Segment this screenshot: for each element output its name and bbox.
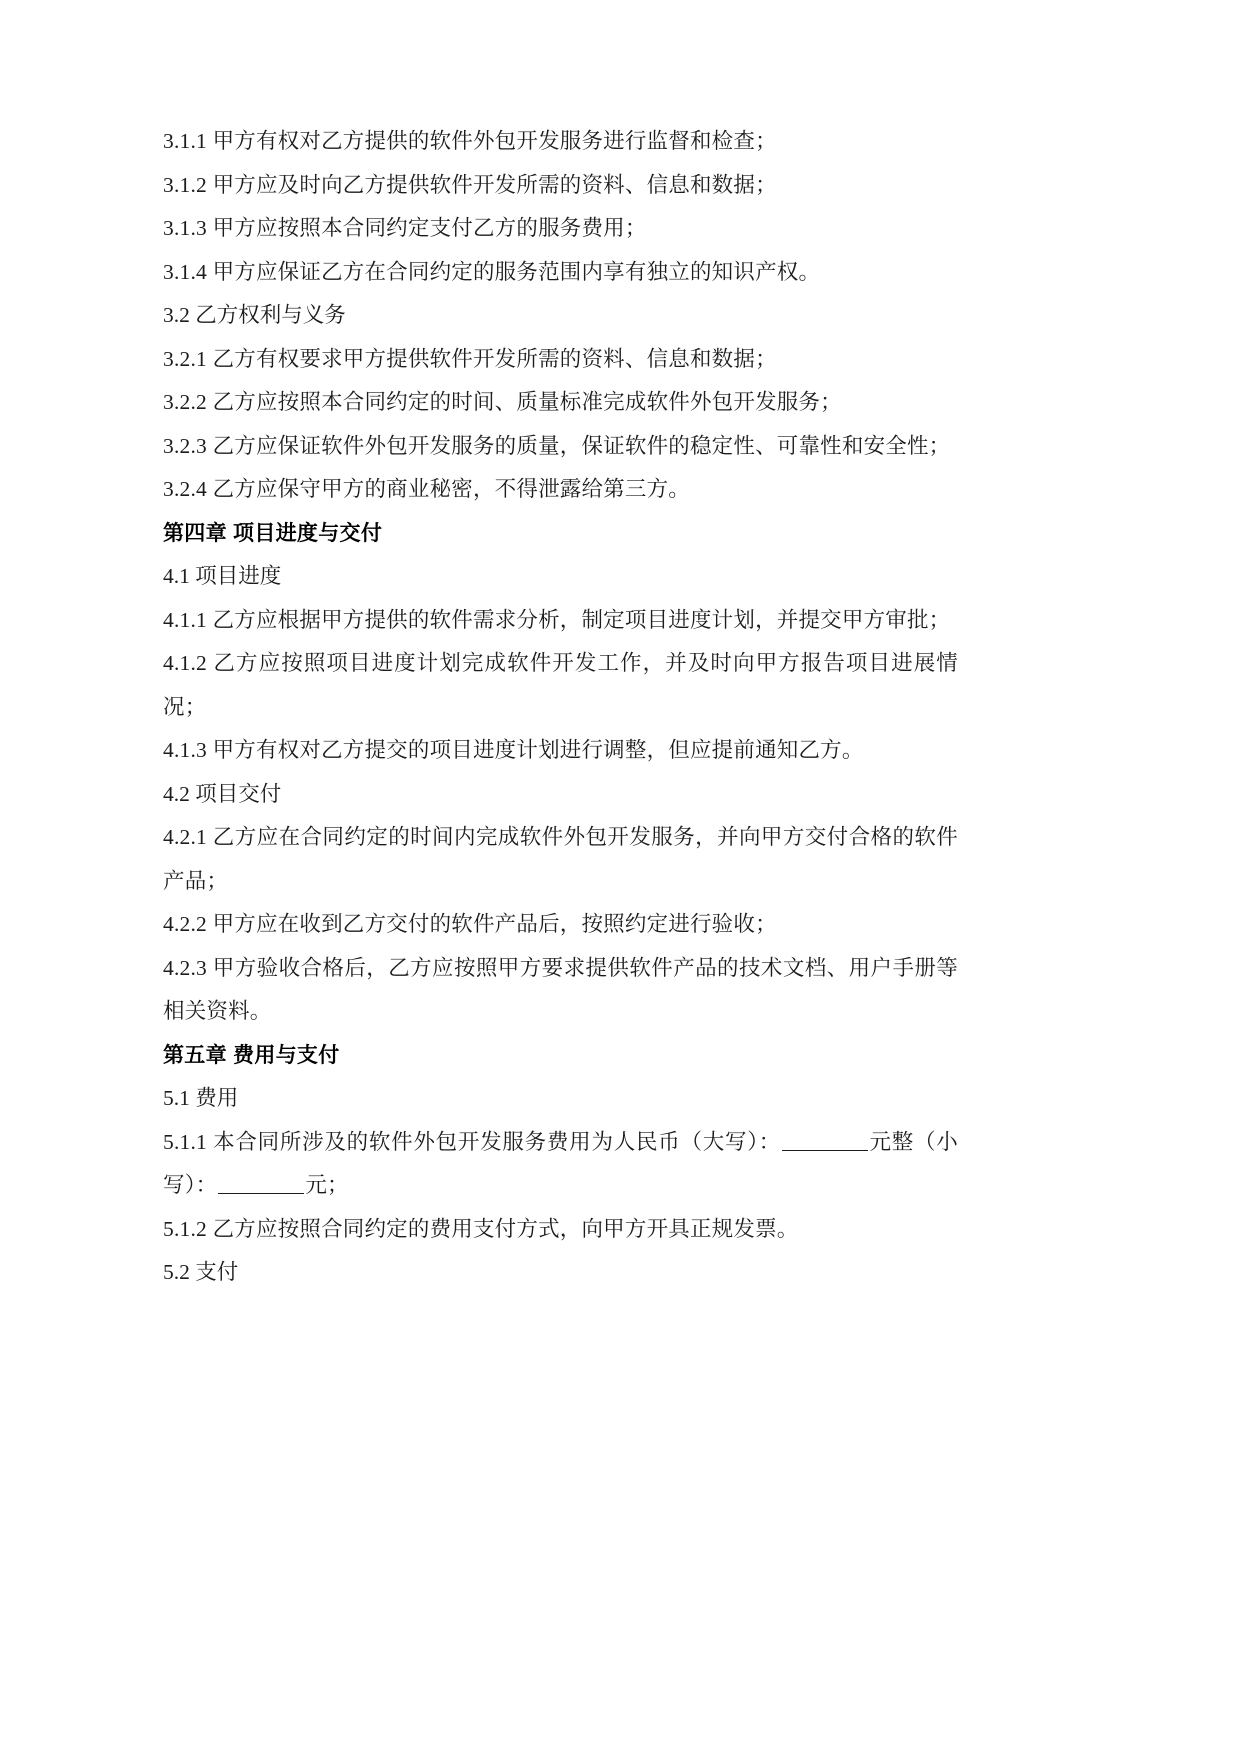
clause-4-2-3: 4.2.3 甲方验收合格后，乙方应按照甲方要求提供软件产品的技术文档、用户手册等相关资料。	[163, 955, 958, 1023]
subheading-4-2: 4.2 项目交付	[163, 781, 282, 806]
clause-3-2-4: 3.2.4 乙方应保守甲方的商业秘密，不得泄露给第三方。	[163, 477, 690, 501]
clause-4-2-2: 4.2.2 甲方应在收到乙方交付的软件产品后，按照约定进行验收；	[163, 912, 777, 936]
subheading-5-2: 5.2 支付	[163, 1260, 239, 1284]
clause-3-1-4: 3.1.4 甲方应保证乙方在合同约定的服务范围内享有独立的知识产权。	[163, 259, 821, 284]
fill-in-blank[interactable]	[782, 1128, 868, 1151]
clause-text-segment: 5.1.1 本合同所涉及的软件外包开发服务费用为人民币（大写）：	[163, 1129, 781, 1154]
clause-5-1-2: 5.1.2 乙方应按照合同约定的费用支付方式，向甲方开具正规发票。	[163, 1216, 799, 1241]
clause-3-2-2: 3.2.2 乙方应按照本合同约定的时间、质量标准完成软件外包开发服务；	[163, 390, 842, 414]
clause-5-1-1	[163, 1121, 958, 1208]
document-body	[163, 120, 958, 1295]
clause-4-1-2: 4.1.2 乙方应按照项目进度计划完成软件开发工作，并及时向甲方报告项目进展情况；	[163, 651, 958, 719]
subheading-3-2: 3.2 乙方权利与义务	[163, 303, 346, 327]
clause-3-1-2: 3.1.2 甲方应及时向乙方提供软件开发所需的资料、信息和数据；	[163, 172, 777, 197]
clause-4-2-1: 4.2.1 乙方应在合同约定的时间内完成软件外包开发服务，并向甲方交付合格的软件产品；	[163, 825, 958, 893]
clause-3-2-1: 3.2.1 乙方有权要求甲方提供软件开发所需的资料、信息和数据；	[163, 346, 777, 371]
clause-3-1-3: 3.1.3 甲方应按照本合同约定支付乙方的服务费用；	[163, 216, 647, 240]
clause-3-1-1: 3.1.1 甲方有权对乙方提供的软件外包开发服务进行监督和检查；	[163, 129, 777, 153]
subheading-5-1: 5.1 费用	[163, 1086, 239, 1110]
chapter-4-heading: 第四章 项目进度与交付	[163, 521, 383, 545]
clause-4-1-1: 4.1.1 乙方应根据甲方提供的软件需求分析，制定项目进度计划，并提交甲方审批；	[163, 607, 951, 632]
subheading-4-1: 4.1 项目进度	[163, 564, 282, 588]
clause-3-2-3: 3.2.3 乙方应保证软件外包开发服务的质量，保证软件的稳定性、可靠性和安全性；	[163, 433, 951, 458]
chapter-5-heading: 第五章 费用与支付	[163, 1043, 340, 1067]
fill-in-blank[interactable]	[218, 1172, 304, 1195]
clause-4-1-3: 4.1.3 甲方有权对乙方提交的项目进度计划进行调整，但应提前通知乙方。	[163, 738, 864, 762]
clause-text-segment: 元整（小写）：	[163, 1129, 958, 1197]
clause-text-segment: 元；	[305, 1173, 349, 1197]
